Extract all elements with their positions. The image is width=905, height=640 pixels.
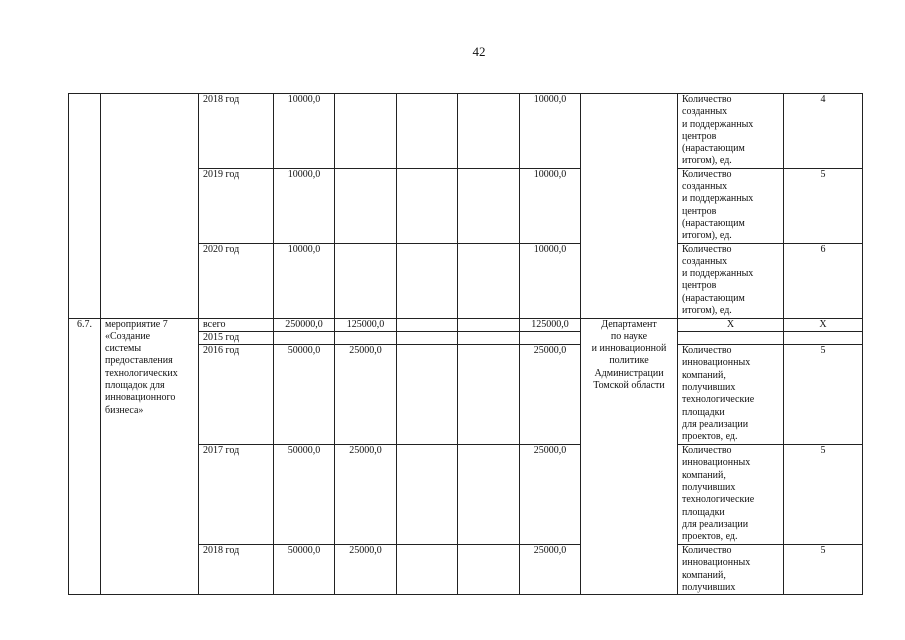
total-amount-cell: 10000,0 (274, 168, 335, 243)
amount-cell (397, 331, 458, 344)
amount-cell (335, 243, 397, 318)
amount-cell: 25000,0 (520, 545, 581, 595)
amount-cell: 25000,0 (520, 345, 581, 445)
indicator-value-cell (784, 331, 863, 344)
item-executor-cell: Департамент по науке и инновационной политике Администрации Томской области (581, 318, 678, 595)
amount-cell: 10000,0 (520, 168, 581, 243)
amount-cell: 10000,0 (520, 94, 581, 169)
amount-cell (458, 318, 520, 331)
amount-cell (335, 331, 397, 344)
amount-cell (335, 168, 397, 243)
total-amount-cell: 50000,0 (274, 445, 335, 545)
indicator-cell: Количество созданных и поддержанных центров (нарастающим итогом), ед. (678, 168, 784, 243)
indicator-value-cell: 6 (784, 243, 863, 318)
total-amount-cell: 50000,0 (274, 545, 335, 595)
table-row (69, 94, 863, 169)
table-row (69, 318, 863, 331)
amount-cell (397, 168, 458, 243)
amount-cell (458, 168, 520, 243)
amount-cell: 125000,0 (335, 318, 397, 331)
year-cell: 2017 год (199, 445, 274, 545)
year-cell: 2016 год (199, 345, 274, 445)
indicator-cell: Количество инновационных компаний, получивших технологические площадки для реализации проектов, ед. (678, 445, 784, 545)
indicator-cell: X (678, 318, 784, 331)
indicator-value-cell: 5 (784, 168, 863, 243)
year-cell: 2015 год (199, 331, 274, 344)
amount-cell (397, 345, 458, 445)
amount-cell (397, 318, 458, 331)
program-table (68, 93, 863, 595)
page-number: 42 (472, 44, 486, 59)
year-cell: 2018 год (199, 545, 274, 595)
year-cell: 2018 год (199, 94, 274, 169)
amount-cell: 25000,0 (335, 545, 397, 595)
amount-cell (458, 331, 520, 344)
amount-cell (397, 94, 458, 169)
amount-cell: 10000,0 (520, 243, 581, 318)
amount-cell (397, 545, 458, 595)
amount-cell (520, 331, 581, 344)
amount-cell (397, 243, 458, 318)
indicator-value-cell: X (784, 318, 863, 331)
indicator-value-cell: 5 (784, 345, 863, 445)
amount-cell (458, 94, 520, 169)
amount-cell (458, 243, 520, 318)
indicator-value-cell: 5 (784, 445, 863, 545)
indicator-cell: Количество созданных и поддержанных центров (нарастающим итогом), ед. (678, 94, 784, 169)
amount-cell: 25000,0 (335, 445, 397, 545)
item-number-cell: 6.7. (69, 318, 101, 595)
indicator-value-cell: 5 (784, 545, 863, 595)
number-cell (69, 94, 101, 319)
year-cell: 2020 год (199, 243, 274, 318)
item-description-cell: мероприятие 7 «Создание системы предоставления технологических площадок для инновационного бизнеса» (101, 318, 199, 595)
indicator-cell: Количество инновационных компаний, получивших (678, 545, 784, 595)
total-amount-cell: 10000,0 (274, 94, 335, 169)
amount-cell (335, 94, 397, 169)
year-cell: всего (199, 318, 274, 331)
total-amount-cell: 10000,0 (274, 243, 335, 318)
executor-cell (581, 94, 678, 319)
year-cell: 2019 год (199, 168, 274, 243)
amount-cell (397, 445, 458, 545)
amount-cell (458, 345, 520, 445)
indicator-value-cell: 4 (784, 94, 863, 169)
amount-cell: 125000,0 (520, 318, 581, 331)
amount-cell (458, 445, 520, 545)
indicator-cell (678, 331, 784, 344)
total-amount-cell: 50000,0 (274, 345, 335, 445)
amount-cell: 25000,0 (335, 345, 397, 445)
indicator-cell: Количество инновационных компаний, получивших технологические площадки для реализации проектов, ед. (678, 345, 784, 445)
amount-cell (458, 545, 520, 595)
indicator-cell: Количество созданных и поддержанных центров (нарастающим итогом), ед. (678, 243, 784, 318)
total-amount-cell (274, 331, 335, 344)
description-cell (101, 94, 199, 319)
amount-cell: 25000,0 (520, 445, 581, 545)
total-amount-cell: 250000,0 (274, 318, 335, 331)
